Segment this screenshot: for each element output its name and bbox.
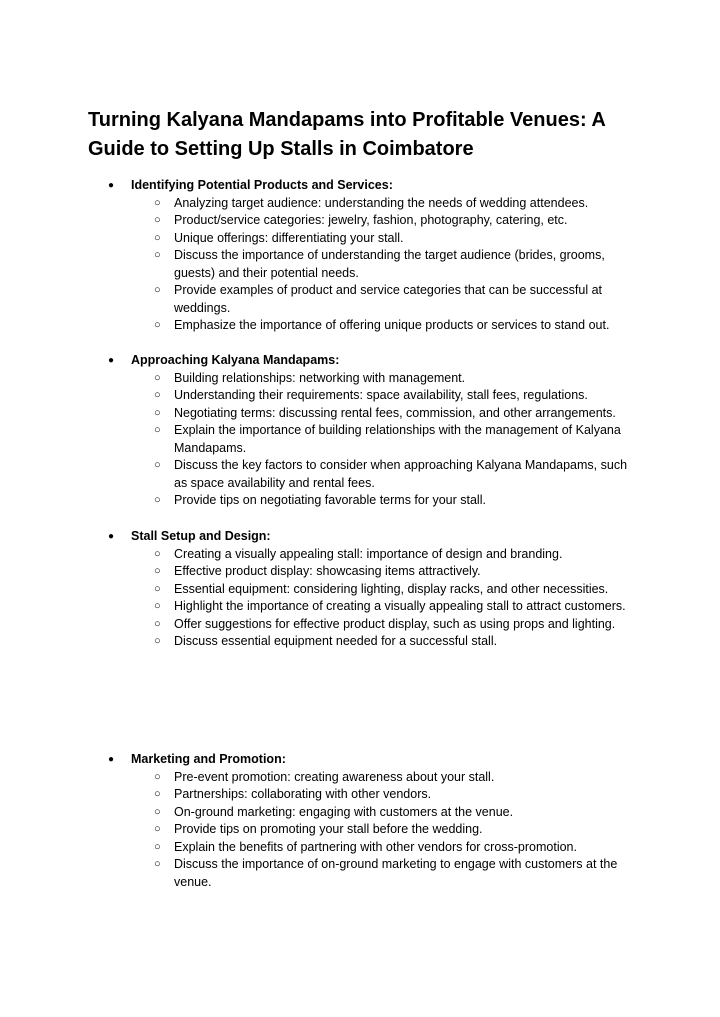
list-item-text: Provide tips on promoting your stall before the wedding. (174, 822, 483, 836)
list-item (0, 563, 720, 581)
list-item-text: Emphasize the importance of offering unique products or services to stand out. (174, 318, 610, 332)
list-item (0, 616, 720, 634)
list-item (0, 317, 720, 335)
list-item (0, 230, 720, 248)
bullet-icon: ● (108, 754, 115, 765)
list-item-text: Negotiating terms: discussing rental fees, commission, and other arrangements. (174, 405, 616, 420)
list-item-text: Understanding their requirements: space availability, stall fees, regulations. (174, 388, 588, 402)
list-item-text: Analyzing target audience: understanding the needs of wedding attendees. (174, 195, 589, 210)
section-heading-row (0, 177, 720, 195)
list-item (0, 839, 720, 857)
list-item (0, 457, 720, 492)
list-item (0, 282, 720, 317)
list-item-text: Pre-event promotion: creating awareness about your stall. (174, 769, 495, 784)
section-heading: Approaching Kalyana Mandapams: (131, 353, 340, 367)
circle-bullet-icon: ○ (154, 770, 161, 783)
list-item-text: Discuss the importance of on-ground marketing to engage with customers at the venue. (174, 857, 618, 889)
list-item-text: Explain the benefits of partnering with other vendors for cross-promotion. (174, 839, 577, 854)
list-item-text: Offer suggestions for effective product display, such as using props and lighting. (174, 616, 616, 631)
list-item (0, 212, 720, 230)
list-item-text: Unique offerings: differentiating your stall. (174, 230, 404, 245)
list-item (0, 546, 720, 564)
list-item-text: Provide examples of product and service categories that can be successful at weddings. (174, 283, 603, 315)
list-item (0, 581, 720, 599)
list-item (0, 247, 720, 282)
list-item (0, 786, 720, 804)
list-item-text: Essential equipment: considering lighting, display racks, and other necessities. (174, 581, 609, 596)
circle-bullet-icon: ○ (154, 231, 161, 244)
circle-bullet-icon: ○ (154, 214, 161, 226)
list-item-text: Product/service categories: jewelry, fashion, photography, catering, etc. (174, 213, 568, 227)
list-item-text: On-ground marketing: engaging with customers at the venue. (174, 804, 514, 819)
circle-bullet-icon: ○ (154, 284, 161, 296)
list-item (0, 804, 720, 822)
section-approaching-mandapams (0, 352, 720, 510)
list-item-text: Partnerships: collaborating with other vendors. (174, 787, 432, 801)
list-item (0, 422, 720, 457)
circle-bullet-icon: ○ (154, 547, 161, 560)
list-item (0, 405, 720, 423)
circle-bullet-icon: ○ (154, 565, 161, 577)
list-item (0, 633, 720, 651)
bullet-icon: ● (108, 180, 115, 191)
circle-bullet-icon: ○ (154, 319, 161, 331)
list-item (0, 195, 720, 213)
circle-bullet-icon: ○ (154, 617, 161, 630)
section-identifying-products (0, 177, 720, 335)
circle-bullet-icon: ○ (154, 389, 161, 401)
circle-bullet-icon: ○ (154, 805, 161, 818)
list-item-text: Discuss essential equipment needed for a successful stall. (174, 634, 498, 648)
section-marketing (0, 751, 720, 891)
circle-bullet-icon: ○ (154, 459, 161, 471)
circle-bullet-icon: ○ (154, 858, 161, 870)
bullet-icon: ● (108, 355, 115, 366)
circle-bullet-icon: ○ (154, 406, 161, 419)
circle-bullet-icon: ○ (154, 494, 161, 506)
list-item-text: Highlight the importance of creating a visually appealing stall to attract customers. (174, 599, 626, 613)
list-item-text: Explain the importance of building relationships with the management of Kalyana Mandapams. (174, 423, 621, 455)
section-heading-row (0, 751, 720, 769)
list-item-text: Building relationships: networking with management. (174, 370, 466, 385)
circle-bullet-icon: ○ (154, 424, 161, 436)
circle-bullet-icon: ○ (154, 582, 161, 595)
document-title: Turning Kalyana Mandapams into Profitable Venues: A Guide to Setting Up Stalls in Coimbatore (88, 109, 606, 160)
list-item (0, 492, 720, 510)
list-item (0, 598, 720, 616)
list-item-text: Discuss the key factors to consider when approaching Kalyana Mandapams, such as space availability and rental fees. (174, 458, 628, 490)
circle-bullet-icon: ○ (154, 371, 161, 384)
circle-bullet-icon: ○ (154, 840, 161, 853)
section-heading: Stall Setup and Design: (131, 529, 271, 543)
list-item (0, 856, 720, 891)
section-stall-setup (0, 528, 720, 651)
section-heading-row (0, 528, 720, 546)
circle-bullet-icon: ○ (154, 823, 161, 835)
list-item (0, 821, 720, 839)
bullet-icon: ● (108, 531, 115, 542)
section-heading: Marketing and Promotion: (131, 752, 286, 766)
circle-bullet-icon: ○ (154, 788, 161, 800)
circle-bullet-icon: ○ (154, 600, 161, 612)
circle-bullet-icon: ○ (154, 635, 161, 647)
list-item (0, 769, 720, 787)
circle-bullet-icon: ○ (154, 196, 161, 209)
circle-bullet-icon: ○ (154, 249, 161, 261)
list-item (0, 370, 720, 388)
list-item-text: Creating a visually appealing stall: importance of design and branding. (174, 546, 563, 561)
list-item-text: Effective product display: showcasing items attractively. (174, 564, 481, 578)
list-item (0, 387, 720, 405)
list-item-text: Provide tips on negotiating favorable terms for your stall. (174, 493, 486, 507)
section-heading-row (0, 352, 720, 370)
section-heading: Identifying Potential Products and Services: (131, 178, 393, 192)
list-item-text: Discuss the importance of understanding the target audience (brides, grooms, guests) and their potential needs. (174, 248, 605, 280)
